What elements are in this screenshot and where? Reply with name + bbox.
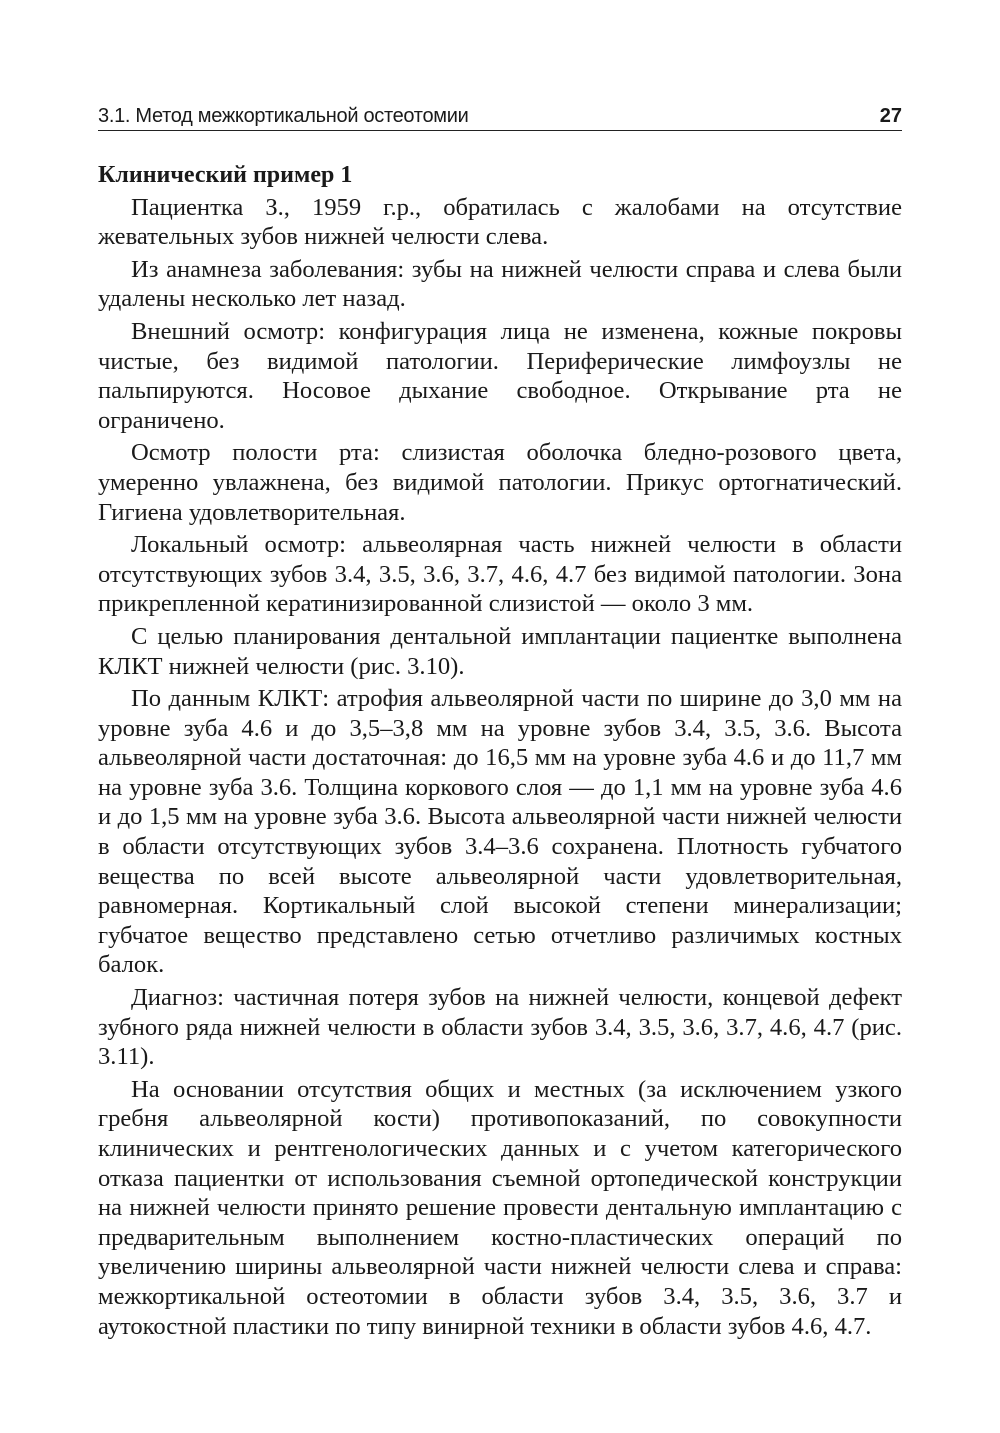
paragraph-external-exam: Внешний осмотр: конфигурация лица не изменена, кожные покровы чистые, без видимой патологии. Периферические лимфоузлы не пальпируются. Носовое дыхание свободное. Открывание рта не ограничено.: [98, 317, 902, 434]
section-title: 3.1. Метод межкортикальной остеотомии: [98, 105, 469, 127]
paragraph-treatment-decision: На основании отсутствия общих и местных (за исключением узкого гребня альвеолярной кости) противопоказаний, по совокупности клинических и рентгенологических данных и с учетом категорического отказа пациентки от использования съемной ортопедической конструкции на нижней челюсти принято решение провести дентальную имплантацию с предварительным выполнением костно-пластических операций по увеличению ширины альвеолярной части нижней челюсти слева и справа: межкортикальной остеотомии в области зубов 3.4, 3.5, 3.6, 3.7 и аутокостной пластики по типу винирной техники в области зубов 4.6, 4.7.: [98, 1075, 902, 1340]
running-header: [98, 96, 902, 131]
document-page: [98, 96, 902, 1344]
page-number: 27: [879, 105, 902, 127]
paragraph-planning: С целью планирования дентальной имплантации пациентке выполнена КЛКТ нижней челюсти (рис. 3.10).: [98, 622, 902, 680]
paragraph-oral-exam: Осмотр полости рта: слизистая оболочка бледно-розового цвета, умеренно увлажнена, без видимой патологии. Прикус ортогнатический. Гигиена удовлетворительная.: [98, 439, 902, 526]
paragraph-complaint: Пациентка З., 1959 г.р., обратилась с жалобами на отсутствие жевательных зубов нижней челюсти слева.: [98, 193, 902, 251]
example-heading: Клинический пример 1: [98, 162, 353, 188]
paragraph-diagnosis: Диагноз: частичная потеря зубов на нижней челюсти, концевой дефект зубного ряда нижней челюсти в области зубов 3.4, 3.5, 3.6, 3.7, 4.6, 4.7 (рис. 3.11).: [98, 984, 902, 1071]
paragraph-local-exam: Локальный осмотр: альвеолярная часть нижней челюсти в области отсутствующих зубов 3.4, 3.5, 3.6, 3.7, 4.6, 4.7 без видимой патологии. Зона прикрепленной кератинизированной слизистой — около 3 мм.: [98, 531, 902, 618]
main-content: [98, 161, 902, 1341]
paragraph-cbct-findings: По данным КЛКТ: атрофия альвеолярной части по ширине до 3,0 мм на уровне зуба 4.6 и до 3,5–3,8 мм на уровне зубов 3.4, 3.5, 3.6. Высота альвеолярной части достаточная: до 16,5 мм на уровне зуба 4.6 и до 11,7 мм на уровне зуба 3.6. Толщина коркового слоя — до 1,1 мм на уровне зуба 4.6 и до 1,5 мм на уровне зуба 3.6. Высота альвеолярной части нижней челюсти в области отсутствующих зубов 3.4–3.6 сохранена. Плотность губчатого вещества по всей высоте альвеолярной части удовлетворительная, равномерная. Кортикальный слой высокой степени минерализации; губчатое вещество представлено сетью отчетливо различимых костных балок.: [98, 685, 902, 979]
paragraph-anamnesis: Из анамнеза заболевания: зубы на нижней челюсти справа и слева были удалены несколько лет назад.: [98, 255, 902, 313]
